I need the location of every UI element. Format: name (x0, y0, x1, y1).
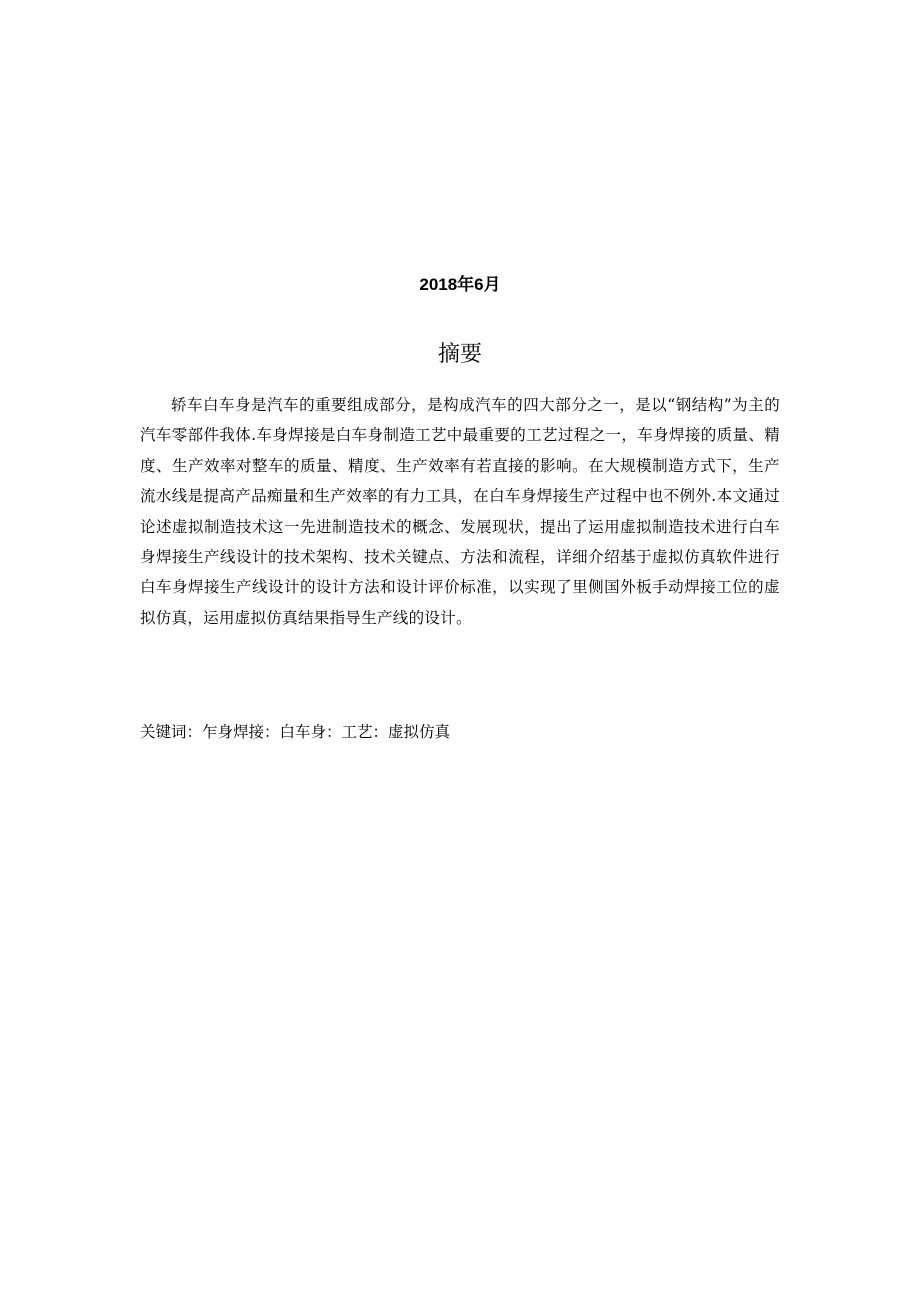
keywords-line: 关键词：乍身焊接：白车身：工艺：虚拟仿真 (140, 723, 451, 741)
document-date: 2018年6月 (419, 275, 501, 294)
abstract-title: 摘要 (437, 342, 482, 367)
abstract-body: 轿车白车身是汽车的重要组成部分，是构成汽车的四大部分之一，是以“钢结构”为主的汽车零部件我体.车身焊接是白车身制造工艺中最重要的工艺过程之一，车身焊接的质量、精度、生产效率对整车的质量、精度、生产效率有若直接的影响。在大规模制造方式下，生产流水线是提高产品痴量和生产效率的有力工具，在白车身焊接生产过程中也不例外.本文通过论述虚拟制造技术这一先进制造技术的概念、发展现状，提出了运用虚拟制造技术进行白车身焊接生产线设计的技术架构、技术关键点、方法和流程，详细介绍基于虚拟仿真软件进行白车身焊接生产线设计的设计方法和设计评价标准，以实现了里侧国外板手动焊接工位的虚拟仿真，运用虚拟仿真结果指导生产线的设计。 (140, 396, 780, 627)
